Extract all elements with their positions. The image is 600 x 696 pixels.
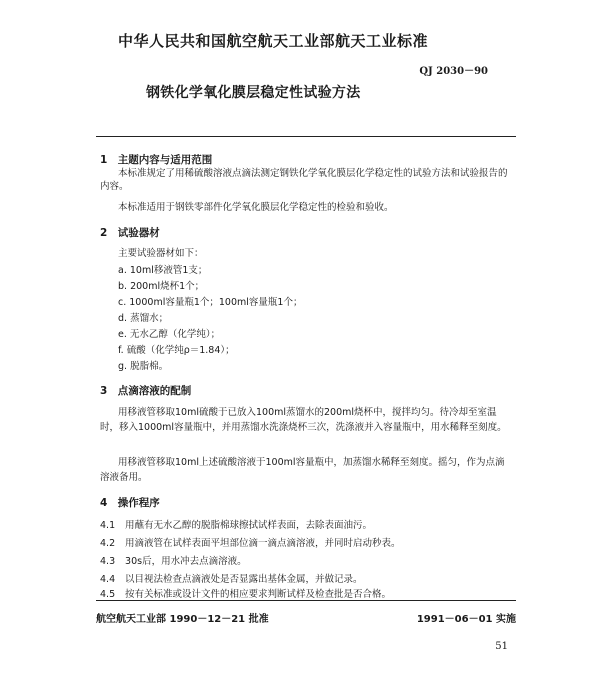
step-text: 30s后，用水冲去点滴溶液。 (125, 556, 247, 567)
page-title: 钢铁化学氧化膜层稳定性试验方法 (146, 85, 361, 101)
section-2-intro: 主要试验器材如下： (118, 248, 204, 259)
standard-organization: 中华人民共和国航空航天工业部航天工业标准 (118, 32, 429, 50)
top-divider (96, 136, 516, 137)
list-item: d. 蒸馏水； (118, 313, 169, 324)
bottom-divider (96, 600, 516, 601)
step-text: 用蘸有无水乙醇的脱脂棉球擦拭试样表面，去除表面油污。 (125, 520, 373, 531)
standard-code: QJ 2030－90 (419, 66, 488, 77)
list-item: f. 硫酸（化学纯ρ＝1.84）； (118, 345, 235, 356)
section-1-paragraph-1: 本标准规定了用稀硫酸溶液点滴法测定钢铁化学氧化膜层化学稳定性的试验方法和试验报告的内容。 (100, 168, 508, 192)
section-2-heading: 2 试验器材 (100, 227, 160, 239)
step-number: 4.3 (100, 556, 116, 567)
procedure-step (100, 555, 247, 568)
section-1-paragraph-2: 本标准适用于钢铁零部件化学氧化膜层化学稳定性的检验和验收。 (118, 202, 394, 213)
procedure-step (100, 573, 363, 586)
section-1-heading: 1 主题内容与适用范围 (100, 154, 213, 166)
section-3-paragraph-2: 用移液管移取10ml上述硫酸溶液于100ml容量瓶中，加蒸馏水稀释至刻度。摇匀，作为点滴溶液备用。 (100, 457, 505, 483)
step-text: 按有关标准或设计文件的相应要求判断试样及检查批是否合格。 (125, 589, 392, 600)
section-4-heading: 4 操作程序 (100, 497, 160, 509)
list-item: b. 200ml烧杯1个； (118, 281, 205, 292)
step-text: 以目视法检查点滴液处是否显露出基体金属，并做记录。 (125, 574, 363, 585)
step-text: 用滴液管在试样表面平坦部位滴一滴点滴溶液，并同时启动秒表。 (125, 538, 401, 549)
step-number: 4.4 (100, 574, 116, 585)
section-3-paragraph-1: 用移液管移取10ml硫酸于已放入100ml蒸馏水的200ml烧杯中，搅拌均匀。待冷却至室温时，移入1000ml容量瓶中，并用蒸馏水洗涤烧杯三次，洗涤液并入容量瓶中，用水稀释至刻度。 (100, 407, 507, 433)
procedure-step (100, 519, 372, 532)
effective-date: 1991－06－01 实施 (416, 614, 516, 625)
step-number: 4.5 (100, 589, 116, 600)
list-item: g. 脱脂棉。 (118, 361, 169, 372)
list-item: a. 10ml移液管1支； (118, 265, 208, 276)
page-number: 51 (495, 641, 508, 652)
procedure-step (100, 537, 401, 550)
approval-date: 航空航天工业部 1990－12－21 批准 (96, 614, 269, 625)
list-item: e. 无水乙醇（化学纯）； (118, 329, 221, 340)
section-3-heading: 3 点滴溶液的配制 (100, 385, 192, 397)
list-item: c. 1000ml容量瓶1个；100ml容量瓶1个； (118, 297, 303, 308)
step-number: 4.2 (100, 538, 116, 549)
step-number: 4.1 (100, 520, 116, 531)
